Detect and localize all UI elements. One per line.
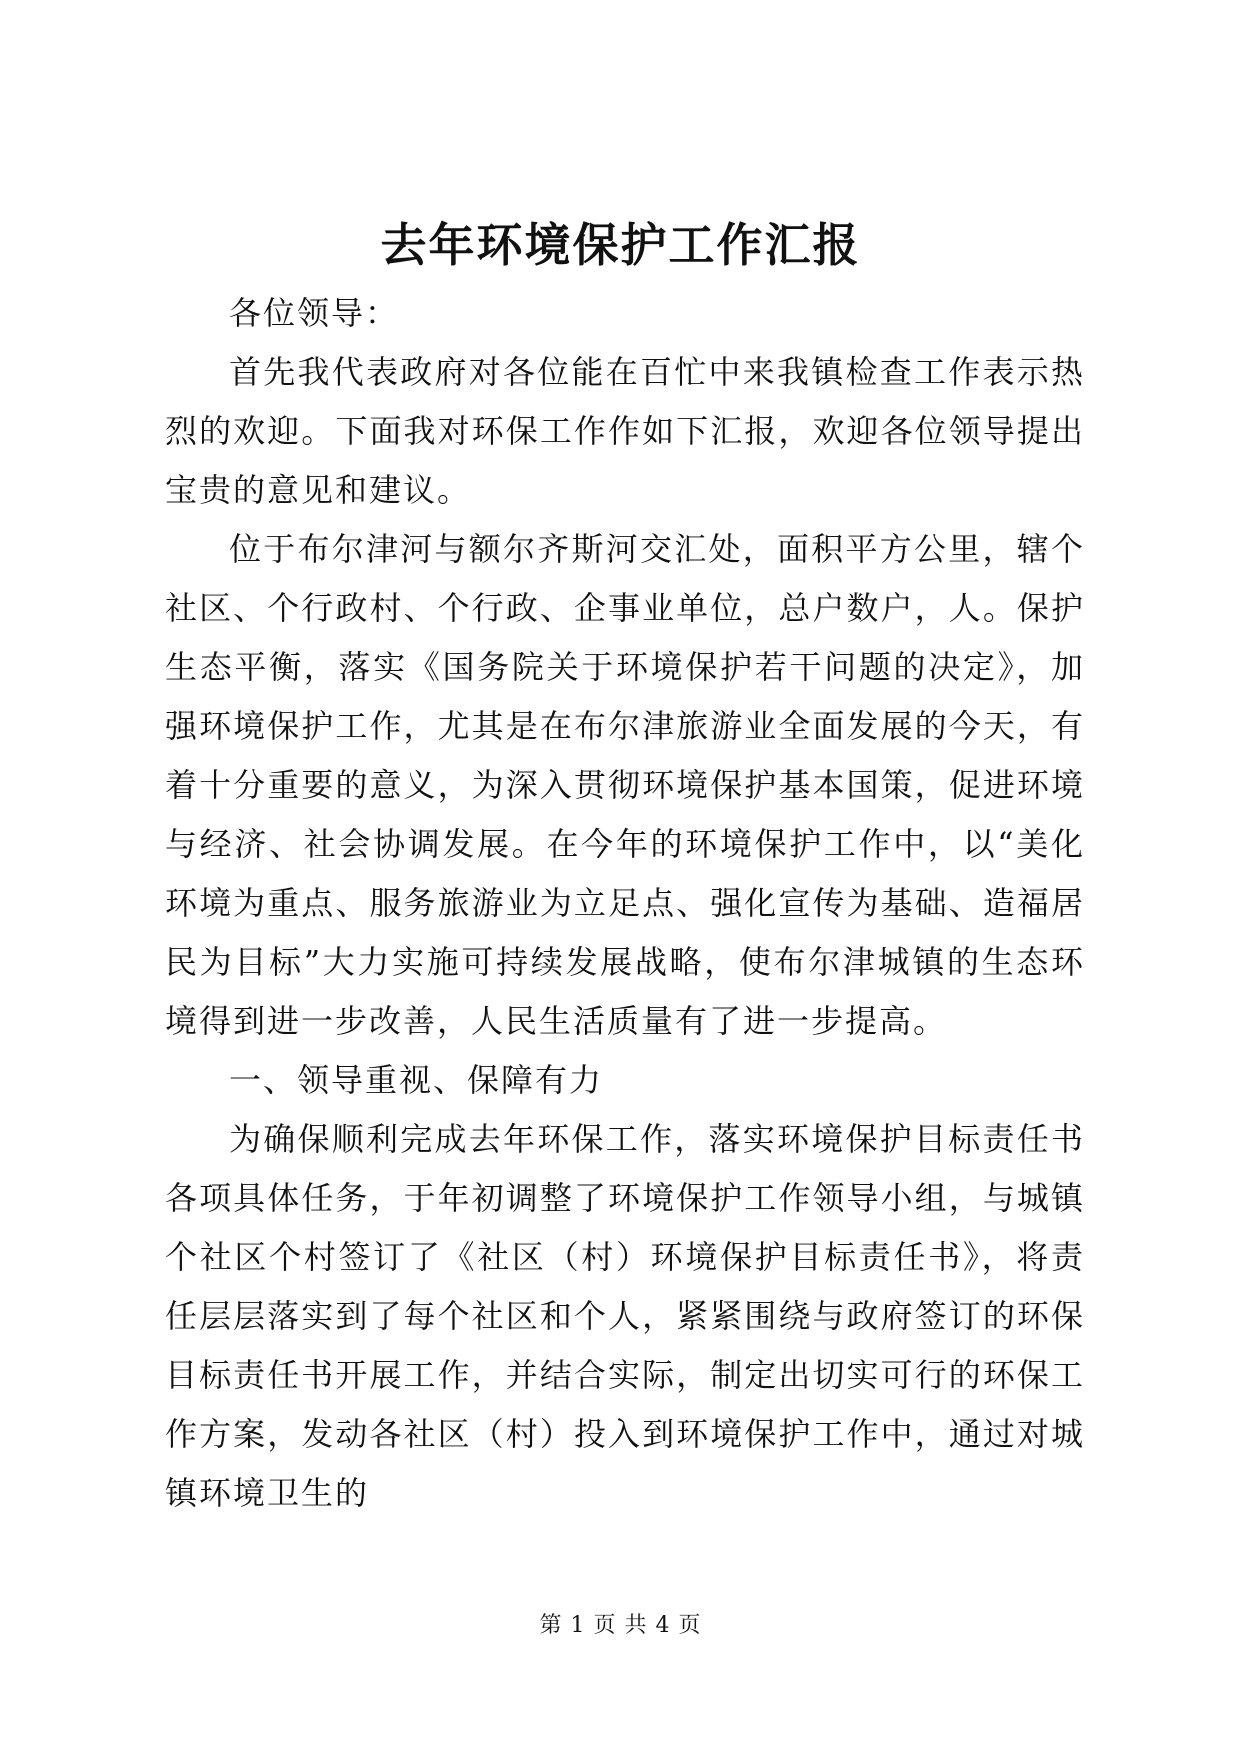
opening-paragraph: 首先我代表政府对各位能在百忙中来我镇检查工作表示热烈的欢迎。下面我对环保工作作如下汇报，欢迎各位领导提出宝贵的意见和建议。 xyxy=(165,353,1085,509)
document-title: 去年环境保护工作汇报 xyxy=(380,218,861,272)
overview-paragraph: 位于布尔津河与额尔齐斯河交汇处，面积平方公里，辖个社区、个行政村、个行政、企事业单位，总户数户，人。保护生态平衡，落实《国务院关于环境保护若干问题的决定》，加强环境保护工作，尤其是在布尔津旅游业全面发展的今天，有着十分重要的意义，为深入贯彻环境保护基本国策，促进环境与经济、社会协调发展。在今年的环境保护工作中，以“美化环境为重点、服务旅游业为立足点、强化宣传为基础、造福居民为目标”大力实施可持续发展战略，使布尔津城镇的生态环境得到进一步改善，人民生活质量有了进一步提高。 xyxy=(165,530,1085,1040)
page-footer: 第 1 页 共 4 页 xyxy=(539,1613,702,1638)
section-paragraph: 为确保顺利完成去年环保工作，落实环境保护目标责任书各项具体任务，于年初调整了环境保护工作领导小组，与城镇个社区个村签订了《社区（村）环境保护目标责任书》，将责任层层落实到了每个社区和个人，紧紧围绕与政府签订的环保目标责任书开展工作，并结合实际，制定出切实可行的环保工作方案，发动各社区（村）投入到环境保护工作中，通过对城镇环境卫生的 xyxy=(165,1120,1085,1512)
document-body xyxy=(165,284,1085,1523)
section-heading: 一、领导重视、保障有力 xyxy=(229,1061,604,1099)
salutation-paragraph: 各位领导： xyxy=(229,294,400,332)
